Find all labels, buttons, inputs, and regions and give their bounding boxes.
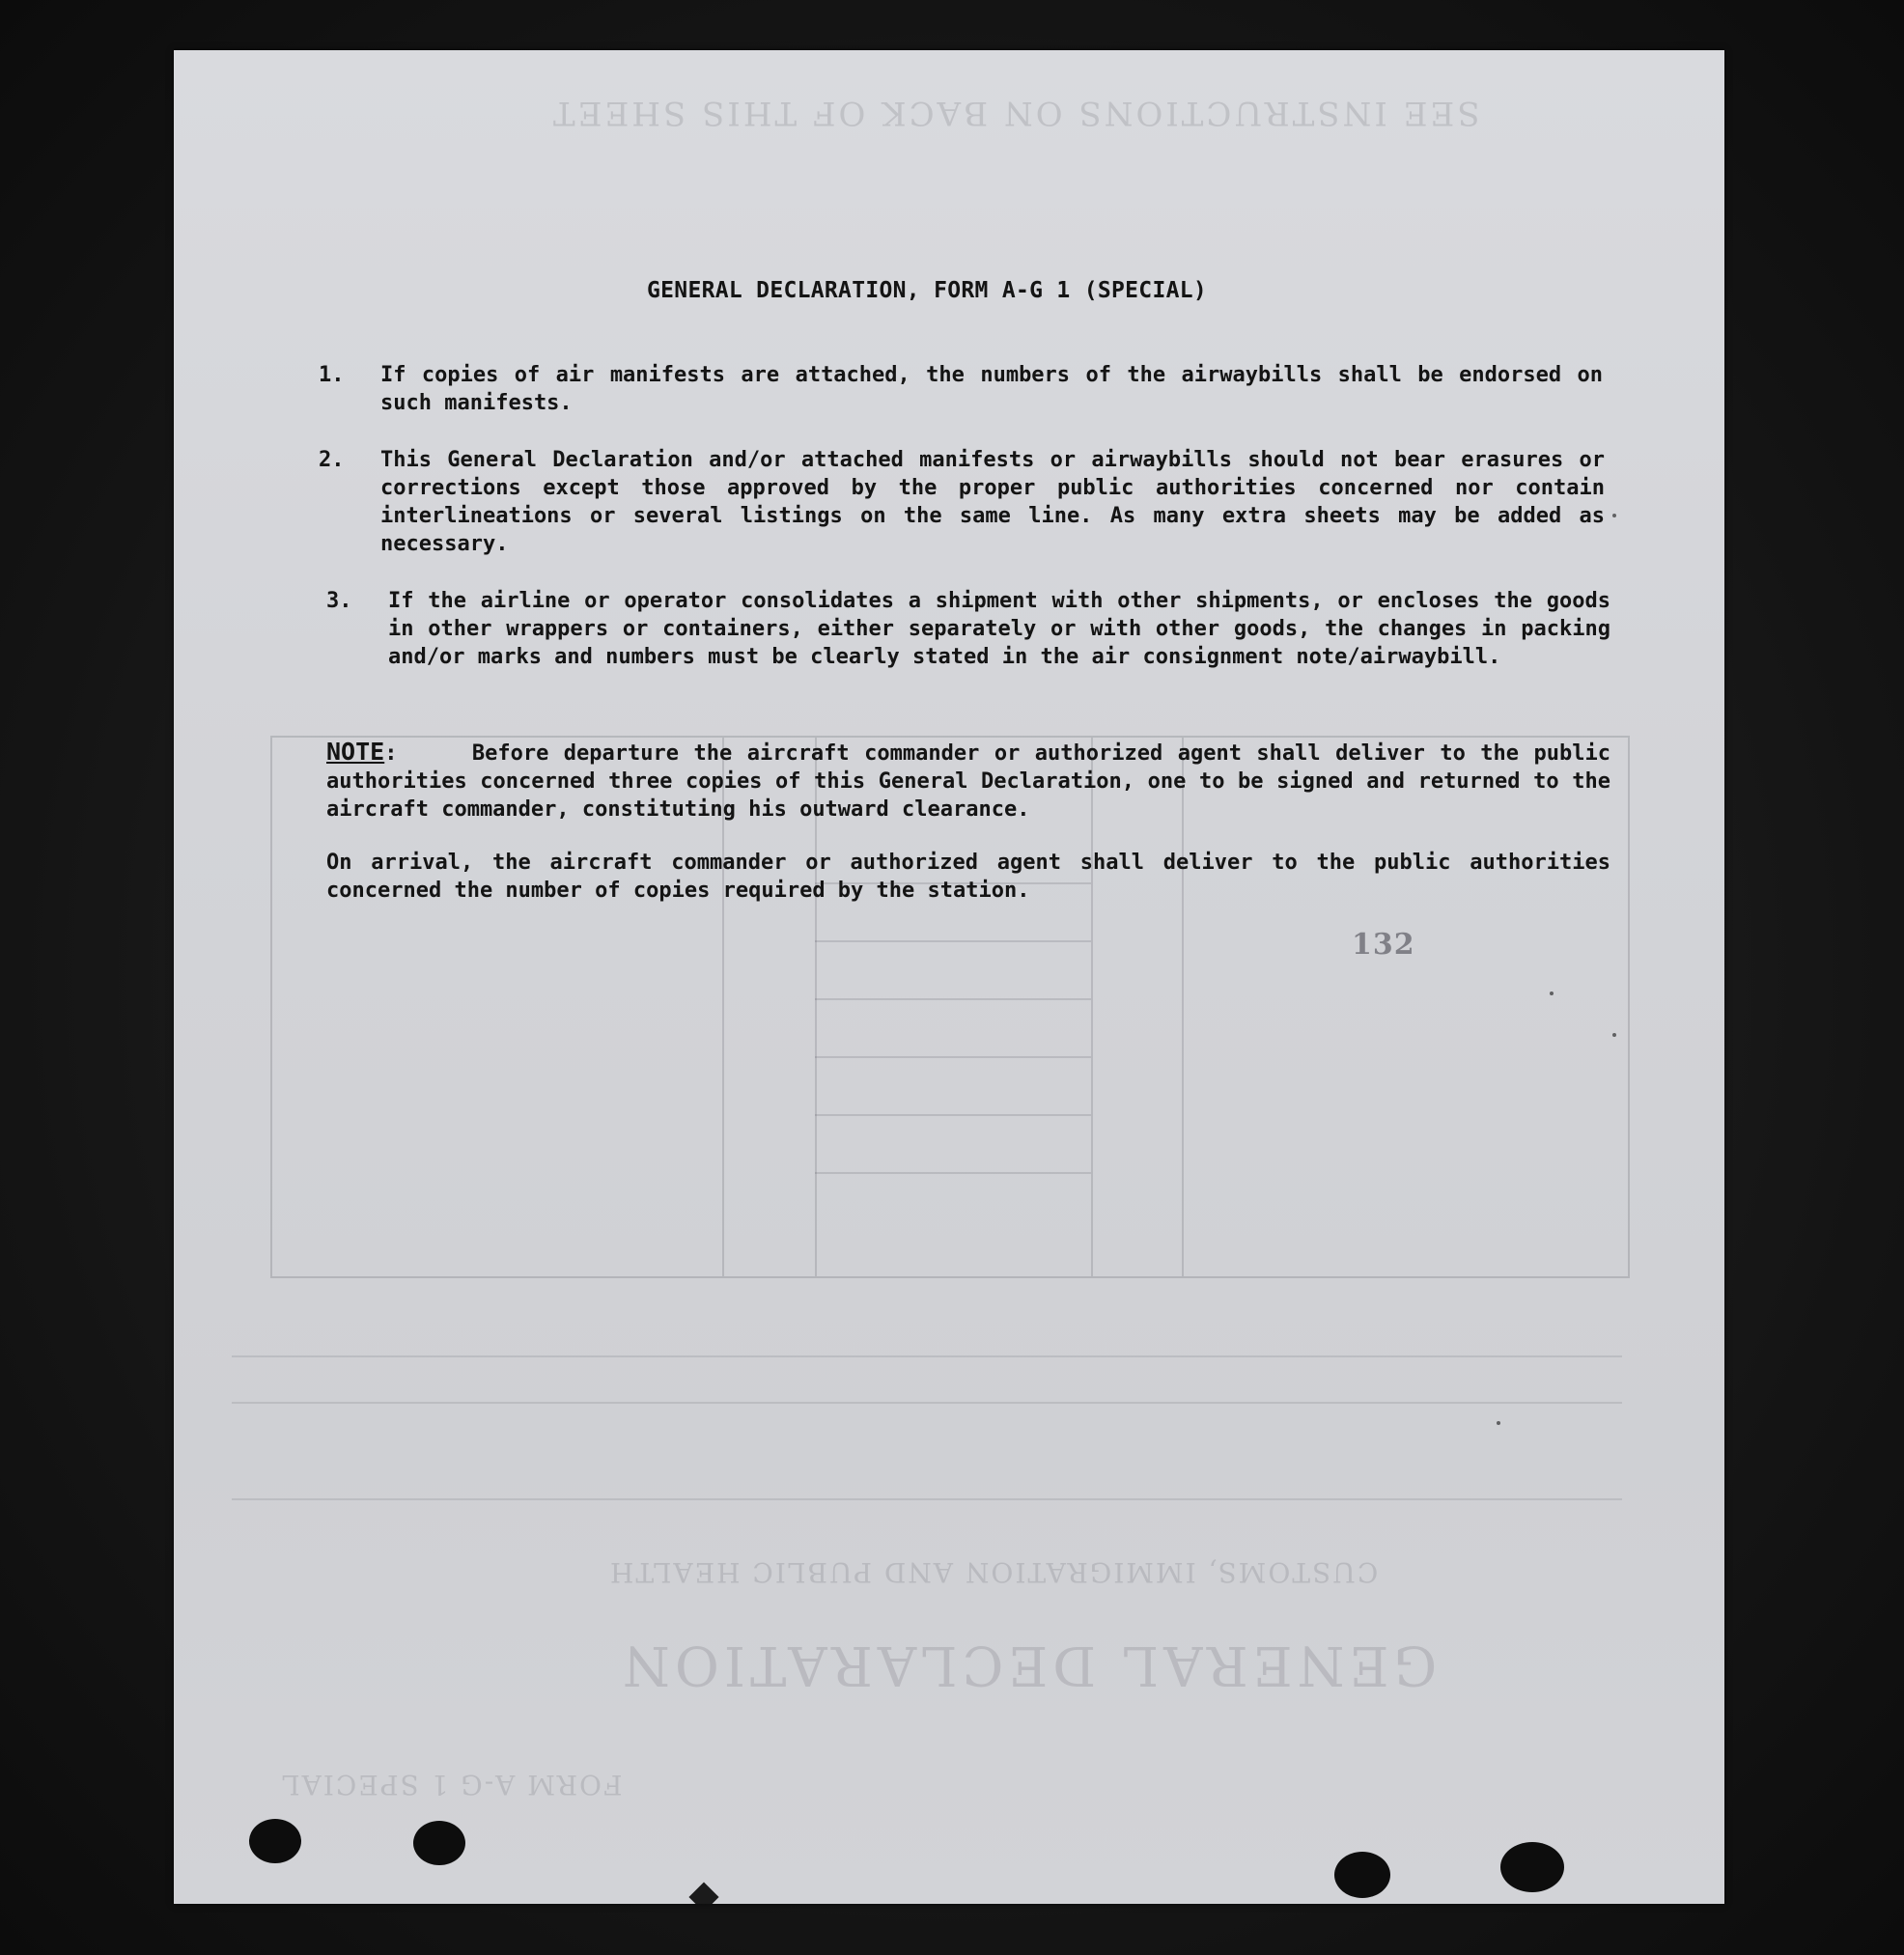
punch-hole	[1500, 1842, 1564, 1892]
instruction-item	[319, 361, 1603, 419]
dust-speck	[1550, 991, 1554, 995]
punch-hole	[413, 1821, 465, 1865]
instruction-number: 3.	[326, 589, 352, 613]
instruction-item	[319, 446, 1603, 562]
note-departure-paragraph: NOTE: Before departure the aircraft commander or authorized agent shall deliver to the public authorities concerned three copies of this General Declaration, one to be signed and returned to the aircraft commander, constituting his outward clearance.	[326, 738, 1610, 822]
document-page	[174, 50, 1724, 1904]
dust-speck	[1497, 1421, 1500, 1425]
instruction-number: 1.	[319, 363, 345, 387]
dust-speck	[1612, 514, 1616, 517]
instruction-text: If copies of air manifests are attached, the numbers of the airwaybills shall be endorsed on such manifests.	[380, 363, 1603, 415]
instruction-item	[326, 587, 1610, 703]
declaration-instructions	[174, 50, 1724, 1904]
instruction-text: If the airline or operator consolidates a shipment with other shipments, or encloses the goods in other wrappers or containers, either separately or with other goods, the changes in packing and/or marks and numbers must be clearly stated in the air consignment note/airwaybill.	[388, 589, 1610, 669]
instruction-text: This General Declaration and/or attached manifests or airwaybills should not bear erasures or corrections except those approved by the proper public authorities concerned nor contain interlineations or several listings on the same line. As many extra sheets may be added as necessary.	[380, 448, 1605, 556]
instruction-number: 2.	[319, 448, 345, 472]
punch-hole	[1334, 1852, 1390, 1898]
bleed-through-bottom-heading: GENERAL DECLARATION	[618, 1634, 1438, 1696]
bleed-through-subheading: CUSTOMS, IMMIGRATION AND PUBLIC HEALTH	[608, 1556, 1379, 1588]
note-arrival-paragraph: On arrival, the aircraft commander or authorized agent shall deliver to the public authorities concerned the number of copies required by the station.	[326, 851, 1610, 903]
punch-hole	[249, 1819, 301, 1863]
dust-speck	[1612, 1033, 1616, 1037]
document-title: GENERAL DECLARATION, FORM A-G 1 (SPECIAL)	[647, 278, 1208, 303]
note-block	[326, 738, 1610, 930]
bleed-through-top-heading: SEE INSTRUCTIONS ON BACK OF THIS SHEET	[550, 94, 1480, 132]
note-departure-text: Before departure the aircraft commander or authorized agent shall deliver to the public authorities concerned three copies of this General Declaration, one to be signed and returned to the aircraft commander, constituting his outward clearance.	[326, 741, 1610, 822]
bleed-through-form-label: FORM A-G 1 SPECIAL	[280, 1769, 623, 1801]
note-label: NOTE	[326, 738, 385, 766]
stamp-number: 132	[1352, 928, 1415, 962]
